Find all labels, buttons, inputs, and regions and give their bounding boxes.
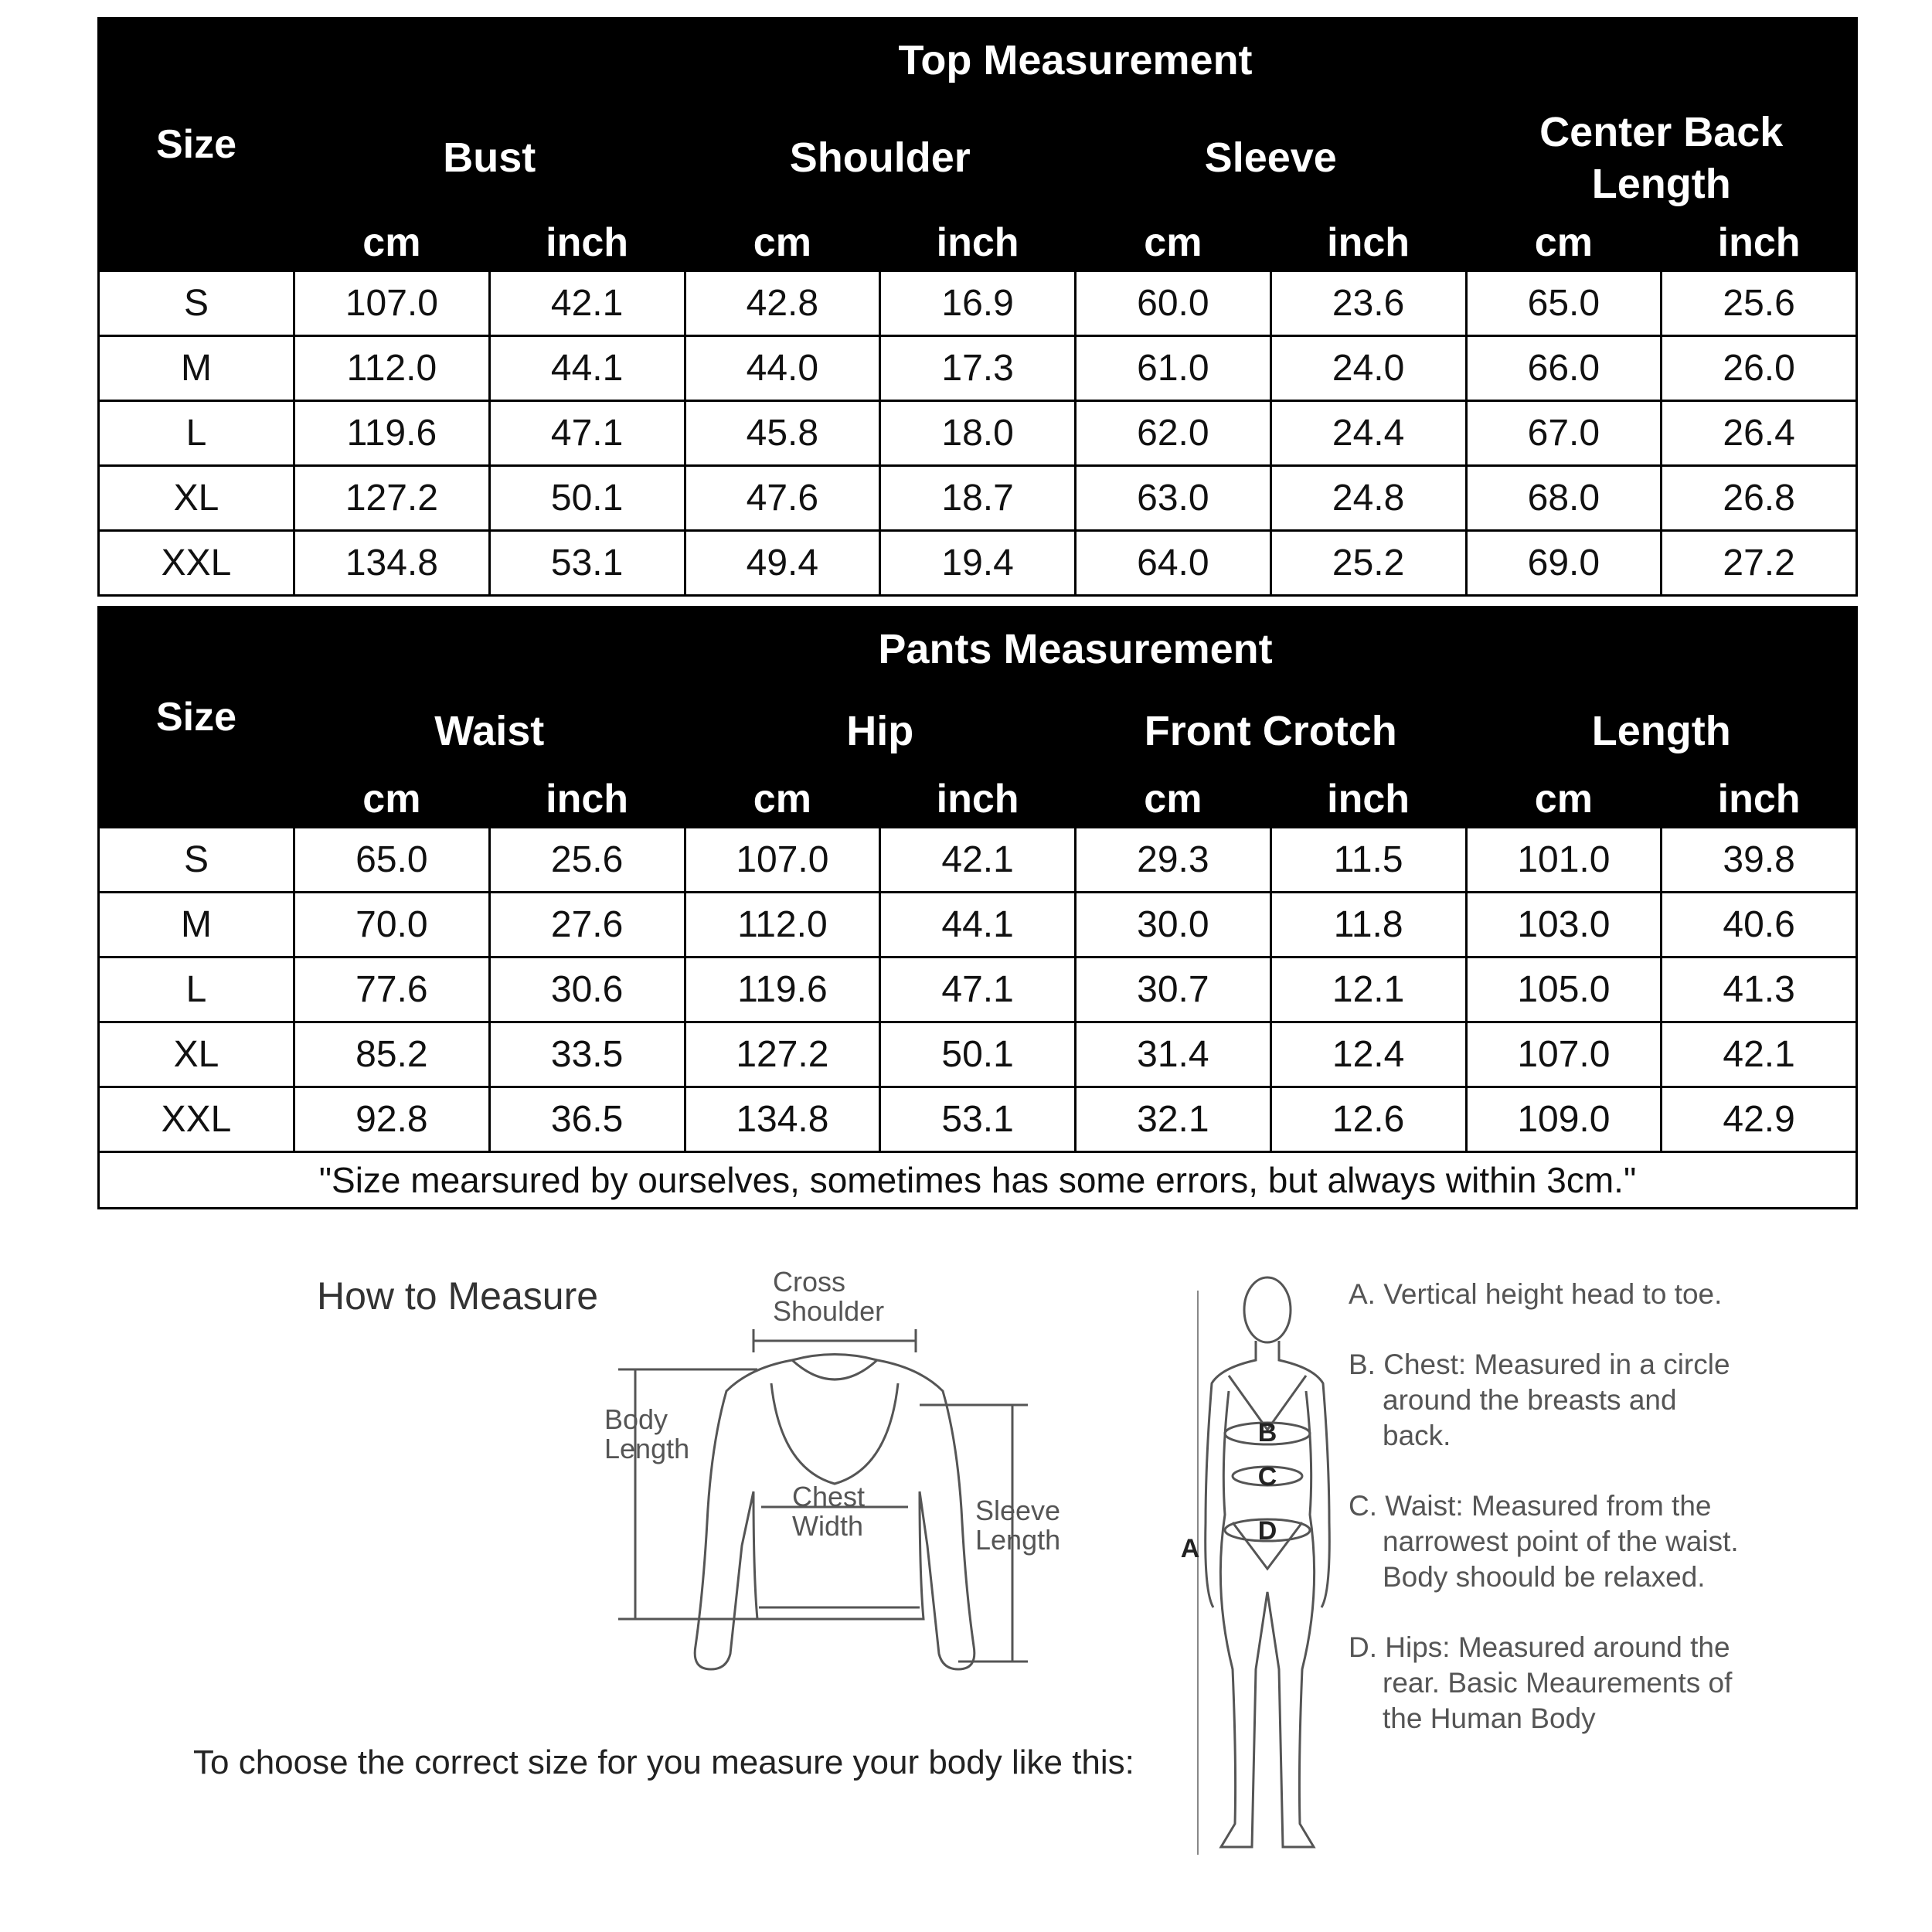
- value-cell: 50.1: [489, 466, 685, 531]
- marker-b: B: [1257, 1418, 1277, 1447]
- value-cell: 19.4: [880, 531, 1076, 596]
- value-cell: 53.1: [880, 1087, 1076, 1152]
- size-cell: XXL: [99, 531, 294, 596]
- size-cell: S: [99, 828, 294, 893]
- unit-header: inch: [1662, 215, 1857, 271]
- size-cell: M: [99, 336, 294, 401]
- value-cell: 67.0: [1466, 401, 1662, 466]
- value-cell: 27.6: [489, 893, 685, 957]
- value-cell: 12.4: [1270, 1022, 1466, 1087]
- value-cell: 42.1: [1662, 1022, 1857, 1087]
- table-row: [99, 531, 1857, 596]
- value-cell: 25.6: [489, 828, 685, 893]
- value-cell: 12.1: [1270, 957, 1466, 1022]
- value-cell: 24.0: [1270, 336, 1466, 401]
- group-shoulder: Shoulder: [685, 103, 1076, 215]
- size-cell: XXL: [99, 1087, 294, 1152]
- value-cell: 18.0: [880, 401, 1076, 466]
- value-cell: 26.8: [1662, 466, 1857, 531]
- value-cell: 42.9: [1662, 1087, 1857, 1152]
- unit-header: cm: [1466, 771, 1662, 828]
- value-cell: 119.6: [294, 401, 490, 466]
- value-cell: 17.3: [880, 336, 1076, 401]
- measurement-legend: [1349, 1277, 1750, 1771]
- group-sleeve: Sleeve: [1076, 103, 1467, 215]
- unit-header: inch: [880, 215, 1076, 271]
- size-cell: XL: [99, 466, 294, 531]
- value-cell: 42.1: [880, 828, 1076, 893]
- value-cell: 40.6: [1662, 893, 1857, 957]
- value-cell: 45.8: [685, 401, 880, 466]
- value-cell: 61.0: [1076, 336, 1271, 401]
- group-hip: Hip: [685, 692, 1076, 771]
- value-cell: 24.8: [1270, 466, 1466, 531]
- marker-d: D: [1257, 1516, 1277, 1546]
- value-cell: 47.1: [489, 401, 685, 466]
- unit-header: cm: [1076, 771, 1271, 828]
- marker-c: C: [1257, 1462, 1277, 1492]
- pants-table-body: [99, 828, 1857, 1152]
- unit-header: cm: [685, 771, 880, 828]
- value-cell: 12.6: [1270, 1087, 1466, 1152]
- value-cell: 11.5: [1270, 828, 1466, 893]
- table-row: [99, 336, 1857, 401]
- legend-item-a: A. Vertical height head to toe.: [1349, 1278, 1723, 1310]
- table-row: [99, 828, 1857, 893]
- group-waist: Waist: [294, 692, 685, 771]
- unit-header: inch: [1270, 215, 1466, 271]
- measurement-note: "Size mearsured by ourselves, sometimes has some errors, but always within 3cm.": [99, 1152, 1857, 1209]
- value-cell: 26.4: [1662, 401, 1857, 466]
- value-cell: 42.1: [489, 271, 685, 336]
- value-cell: 107.0: [294, 271, 490, 336]
- how-to-measure-title: How to Measure: [317, 1274, 599, 1318]
- size-header: Size: [99, 607, 294, 828]
- value-cell: 32.1: [1076, 1087, 1271, 1152]
- unit-header: inch: [489, 771, 685, 828]
- choose-size-instruction: To choose the correct size for you measure your body like this:: [193, 1743, 1134, 1781]
- unit-header: inch: [880, 771, 1076, 828]
- top-table-body: [99, 271, 1857, 596]
- value-cell: 64.0: [1076, 531, 1271, 596]
- size-cell: S: [99, 271, 294, 336]
- value-cell: 39.8: [1662, 828, 1857, 893]
- value-cell: 16.9: [880, 271, 1076, 336]
- value-cell: 50.1: [880, 1022, 1076, 1087]
- group-length: Length: [1466, 692, 1857, 771]
- value-cell: 119.6: [685, 957, 880, 1022]
- legend-item-d: D. Hips: Measured around the rear. Basic Meaurements of the Human Body: [1349, 1631, 1733, 1734]
- value-cell: 105.0: [1466, 957, 1662, 1022]
- value-cell: 65.0: [1466, 271, 1662, 336]
- value-cell: 30.0: [1076, 893, 1271, 957]
- value-cell: 44.0: [685, 336, 880, 401]
- group-front-crotch: Front Crotch: [1076, 692, 1467, 771]
- label-body-length: Body Length: [604, 1403, 690, 1464]
- label-chest-width: Chest Width: [792, 1481, 866, 1542]
- value-cell: 60.0: [1076, 271, 1271, 336]
- value-cell: 68.0: [1466, 466, 1662, 531]
- table-row: [99, 401, 1857, 466]
- unit-header: cm: [1466, 215, 1662, 271]
- value-cell: 26.0: [1662, 336, 1857, 401]
- value-cell: 112.0: [294, 336, 490, 401]
- body-figure-diagram: [1167, 1267, 1345, 1862]
- size-header: Size: [99, 19, 294, 271]
- value-cell: 30.6: [489, 957, 685, 1022]
- size-cell: L: [99, 401, 294, 466]
- pants-measurement-table: [97, 606, 1858, 1209]
- value-cell: 109.0: [1466, 1087, 1662, 1152]
- value-cell: 42.8: [685, 271, 880, 336]
- value-cell: 47.1: [880, 957, 1076, 1022]
- value-cell: 134.8: [685, 1087, 880, 1152]
- value-cell: 69.0: [1466, 531, 1662, 596]
- legend-item-c: C. Waist: Measured from the narrowest point of the waist. Body shoould be relaxed.: [1349, 1490, 1739, 1593]
- value-cell: 107.0: [685, 828, 880, 893]
- value-cell: 33.5: [489, 1022, 685, 1087]
- table-row: [99, 466, 1857, 531]
- value-cell: 77.6: [294, 957, 490, 1022]
- value-cell: 23.6: [1270, 271, 1466, 336]
- value-cell: 41.3: [1662, 957, 1857, 1022]
- value-cell: 30.7: [1076, 957, 1271, 1022]
- value-cell: 18.7: [880, 466, 1076, 531]
- unit-header: cm: [685, 215, 880, 271]
- value-cell: 127.2: [294, 466, 490, 531]
- legend-item-b: B. Chest: Measured in a circle around the breasts and back.: [1349, 1349, 1730, 1451]
- table-row: [99, 1022, 1857, 1087]
- pants-title: Pants Measurement: [294, 607, 1857, 692]
- value-cell: 134.8: [294, 531, 490, 596]
- value-cell: 70.0: [294, 893, 490, 957]
- table-row: [99, 1087, 1857, 1152]
- group-bust: Bust: [294, 103, 685, 215]
- value-cell: 49.4: [685, 531, 880, 596]
- value-cell: 47.6: [685, 466, 880, 531]
- label-sleeve-length: Sleeve Length: [975, 1495, 1061, 1556]
- value-cell: 85.2: [294, 1022, 490, 1087]
- unit-header: cm: [1076, 215, 1271, 271]
- value-cell: 107.0: [1466, 1022, 1662, 1087]
- table-row: [99, 893, 1857, 957]
- value-cell: 53.1: [489, 531, 685, 596]
- table-row: [99, 957, 1857, 1022]
- value-cell: 66.0: [1466, 336, 1662, 401]
- value-cell: 63.0: [1076, 466, 1271, 531]
- value-cell: 92.8: [294, 1087, 490, 1152]
- value-cell: 127.2: [685, 1022, 880, 1087]
- value-cell: 31.4: [1076, 1022, 1271, 1087]
- group-center-back-length: Center Back Length: [1466, 103, 1857, 215]
- size-cell: XL: [99, 1022, 294, 1087]
- value-cell: 65.0: [294, 828, 490, 893]
- value-cell: 25.6: [1662, 271, 1857, 336]
- unit-header: inch: [489, 215, 685, 271]
- value-cell: 103.0: [1466, 893, 1662, 957]
- marker-a: A: [1180, 1534, 1200, 1563]
- size-cell: M: [99, 893, 294, 957]
- value-cell: 29.3: [1076, 828, 1271, 893]
- value-cell: 62.0: [1076, 401, 1271, 466]
- value-cell: 44.1: [880, 893, 1076, 957]
- unit-header: inch: [1270, 771, 1466, 828]
- unit-header: cm: [294, 215, 490, 271]
- label-cross-shoulder: Cross Shoulder: [773, 1266, 885, 1327]
- size-cell: L: [99, 957, 294, 1022]
- value-cell: 25.2: [1270, 531, 1466, 596]
- value-cell: 11.8: [1270, 893, 1466, 957]
- top-measurement-table: [97, 17, 1858, 597]
- unit-header: cm: [294, 771, 490, 828]
- value-cell: 44.1: [489, 336, 685, 401]
- unit-header: inch: [1662, 771, 1857, 828]
- value-cell: 24.4: [1270, 401, 1466, 466]
- value-cell: 101.0: [1466, 828, 1662, 893]
- value-cell: 36.5: [489, 1087, 685, 1152]
- table-row: [99, 271, 1857, 336]
- garment-diagram: [595, 1267, 1090, 1692]
- value-cell: 112.0: [685, 893, 880, 957]
- value-cell: 27.2: [1662, 531, 1857, 596]
- top-title: Top Measurement: [294, 19, 1857, 103]
